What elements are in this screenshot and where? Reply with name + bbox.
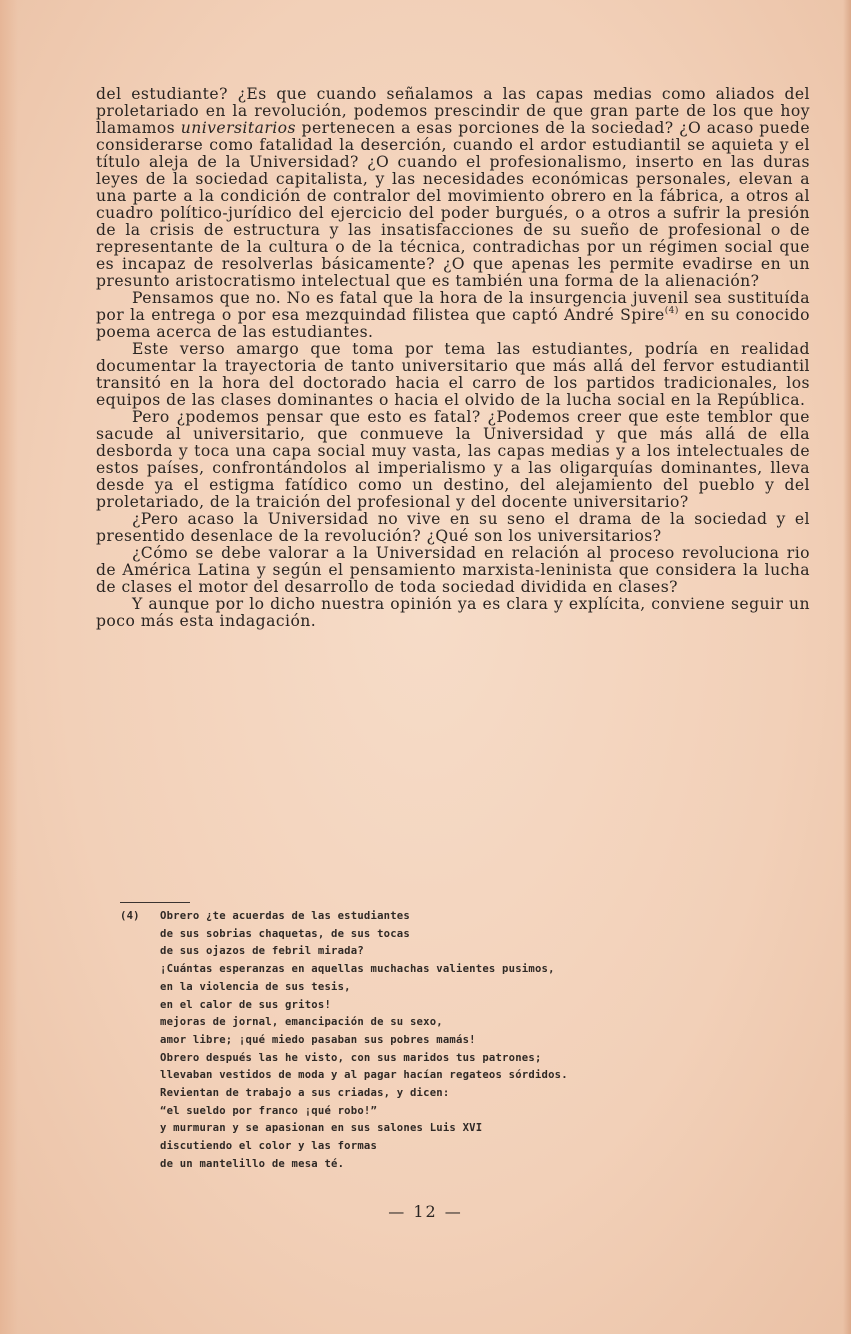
footnote-line: de sus ojazos de febril mirada?: [160, 945, 364, 958]
paragraph-1: [96, 86, 810, 290]
paragraph-2-after: en su conocido poema acerca de las estudiantes.: [96, 306, 810, 341]
footnote-reference[interactable]: (4): [664, 306, 679, 316]
footnote-line: en el calor de sus gritos!: [160, 998, 332, 1011]
footnote-line: [120, 908, 660, 926]
footnote-divider: [120, 902, 190, 903]
body-text: [96, 86, 810, 630]
paragraph-5: ¿Pero acaso la Universidad no vive en su seno el drama de la sociedad y el presentido desenlace de la revolución? ¿Qué son los universitarios?: [96, 510, 810, 545]
footnote-number: (4): [120, 910, 140, 922]
paragraph-4: Pero ¿podemos pensar que esto es fatal? ¿Podemos creer que este temblor que sacude al universitario, que conmueve la Universidad y que más allá de ella desborda y toca una capa social muy vasta, las capas medias y a los intelectuales de estos países, confrontándolos al imperialismo y a las oligarquías dominantes, lleva desde ya el estigma fatídico como un destino, del alejamiento del pueblo y del proletariado, de la traición del profesional y del docente universitario?: [96, 408, 810, 511]
footnote-line: ¡Cuántas esperanzas en aquellas muchachas valientes pusimos,: [160, 963, 555, 976]
paragraph-2-before: Pensamos que no. No es fatal que la hora de la insurgencia juvenil sea sustituída por la entrega o por esa mezquindad filistea que captó André Spire: [96, 289, 810, 324]
footnote-line: amor libre; ¡qué miedo pasaban sus pobres mamás!: [160, 1033, 476, 1046]
footnote-line: Revientan de trabajo a sus criadas, y dicen:: [160, 1087, 450, 1100]
footnote-line: llevaban vestidos de moda y al pagar hacían regateos sórdidos.: [160, 1069, 568, 1082]
footnote-line: y murmuran y se apasionan en sus salones Luis XVI: [160, 1122, 483, 1135]
paragraph-3: Este verso amargo que toma por tema las estudiantes, podría en realidad documentar la trayectoria de tanto universitario que más allá del fervor estudiantil transitó en la hora del doctorado hacia el carro de los partidos tradicionales, los equipos de las clases dominantes o hacia el olvido de la lucha social en la República.: [96, 340, 810, 409]
footnote-line: discutiendo el color y las formas: [160, 1140, 378, 1153]
paragraph-1-after: pertenecen a esas porciones de la sociedad? ¿O acaso puede considerarse como fatalidad la deserción, cuando el ardor estudiantil se aquieta y el título aleja de la Universidad? ¿O cuando el profesionalismo, inserto en las duras leyes de la sociedad capitalista, y las necesidades económicas personales, elevan a una parte a la condición de contralor del movimiento obrero en la fábrica, a otros al cuadro político-jurídico del ejercicio del poder burgués, o a otros a sufrir la presión de la crisis de estructura y las insatisfacciones de su sueño de profesional o de representante de la cultura o de la técnica, contradichas por un régimen social que es incapaz de resolverlas básicamente? ¿O que apenas les permite evadirse en un presunto aristocratismo intelectual que es también una forma de la alienación?: [96, 119, 811, 290]
footnote-line: Obrero después las he visto, con sus maridos tus patrones;: [160, 1051, 542, 1064]
footnote-line-text: Obrero ¿te acuerdas de las estudiantes: [160, 910, 410, 922]
page-edge-shadow-right: [843, 0, 851, 1334]
paragraph-2: [96, 290, 810, 341]
footnote: [120, 908, 660, 1174]
paragraph-6: ¿Cómo se debe valorar a la Universidad en relación al proceso revoluciona rio de América Latina y según el pensamiento marxista-leninista que considera la lucha de clases el motor del desarrollo de toda sociedad dividida en clases?: [96, 544, 810, 596]
footnote-line: de sus sobrias chaquetas, de sus tocas: [160, 927, 410, 940]
page-number: — 12 —: [388, 1202, 463, 1221]
footnote-line: mejoras de jornal, emancipación de su sexo,: [160, 1016, 443, 1029]
italic-universitarios: universitarios: [180, 119, 296, 137]
paragraph-7: Y aunque por lo dicho nuestra opinión ya es clara y explícita, conviene seguir un poco más esta indagación.: [96, 595, 810, 630]
footnote-line: en la violencia de sus tesis,: [160, 980, 351, 993]
footnote-line: “el sueldo por franco ¡qué robo!”: [160, 1104, 378, 1117]
footnote-line: de un mantelillo de mesa té.: [160, 1157, 345, 1170]
page-edge-shadow: [0, 0, 18, 1334]
paragraph-1-before: del estudiante? ¿Es que cuando señalamos a las capas medias como aliados del proletariado en la revolución, podemos prescindir de que gran parte de los que hoy llamamos: [96, 85, 810, 137]
